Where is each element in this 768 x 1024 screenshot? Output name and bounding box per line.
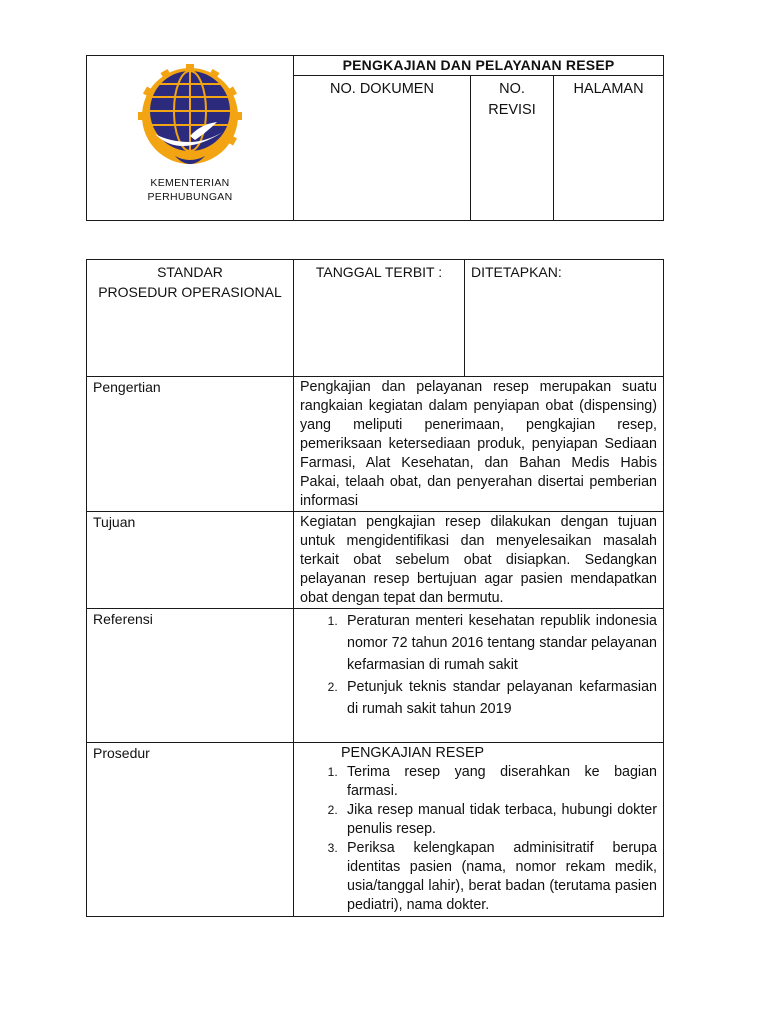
sop-table xyxy=(86,259,664,917)
list-item: 2. Petunjuk teknis standar pelayanan kefarmasian di rumah sakit tahun 2019 xyxy=(341,676,657,720)
page-header: HALAMAN xyxy=(554,76,664,221)
prosedur-heading: PENGKAJIAN RESEP xyxy=(341,745,485,761)
section-row-tujuan xyxy=(87,512,664,609)
revision-number-header xyxy=(471,76,554,221)
logo-cell xyxy=(87,56,294,221)
document-title: PENGKAJIAN DAN PELAYANAN RESEP xyxy=(294,56,664,76)
sop-title-line2: PROSEDUR OPERASIONAL xyxy=(98,284,282,300)
tujuan-text: Kegiatan pengkajian resep dilakukan dengan tujuan untuk mengidentifikasi dan menyelesaikan masalah terkait obat sebelum obat disiapkan. Sedangkan pelayanan resep bertujuan agar pasien mendapatkan obat dengan tepat dan bermutu. xyxy=(294,512,664,609)
prosedur-content xyxy=(294,743,664,917)
ministry-logo-icon xyxy=(135,64,245,174)
section-label: Tujuan xyxy=(87,512,294,609)
list-item: 3. Periksa kelengkapan adminisitratif berupa identitas pasien (nama, nomor rekam medik, usia/tanggal lahir), berat badan (terutama pasien pediatri), nama dokter. xyxy=(341,839,657,915)
section-label: Pengertian xyxy=(87,377,294,512)
doc-number-header: NO. DOKUMEN xyxy=(294,76,471,221)
revision-header-line2: REVISI xyxy=(488,102,536,118)
sop-title-line1: STANDAR xyxy=(157,264,223,280)
referensi-content xyxy=(294,609,664,743)
list-item: 1. Peraturan menteri kesehatan republik indonesia nomor 72 tahun 2016 tentang standar pelayanan kefarmasian di rumah sakit xyxy=(341,610,657,676)
document-header-table xyxy=(86,55,664,221)
org-name xyxy=(87,176,293,204)
list-item: 1. Terima resep yang diserahkan ke bagian farmasi. xyxy=(341,763,657,801)
pengertian-text: Pengkajian dan pelayanan resep merupakan suatu rangkaian kegiatan dalam penyiapan obat (dispensing) yang meliputi penerimaan, pengkajian resep, pemeriksaan ketersediaan produk, penyiapan Sediaan Farmasi, Alat Kesehatan, dan Bahan Medis Habis Pakai, telaah obat, dan penyerahan disertai pemberian informasi xyxy=(294,377,664,512)
referensi-list xyxy=(294,610,657,720)
section-label: Referensi xyxy=(87,609,294,743)
section-label: Prosedur xyxy=(87,743,294,917)
prosedur-steps xyxy=(294,763,657,915)
org-name-line2: PERHUBUNGAN xyxy=(147,191,233,203)
section-row-referensi xyxy=(87,609,664,743)
sop-title-row xyxy=(87,260,664,377)
list-item: 2. Jika resep manual tidak terbaca, hubungi dokter penulis resep. xyxy=(341,801,657,839)
issue-date-label: TANGGAL TERBIT : xyxy=(294,260,465,377)
section-row-prosedur xyxy=(87,743,664,917)
org-name-line1: KEMENTERIAN xyxy=(150,177,230,189)
section-row-pengertian xyxy=(87,377,664,512)
revision-header-line1: NO. xyxy=(499,81,525,97)
sop-title xyxy=(87,260,294,377)
approved-label: DITETAPKAN: xyxy=(465,260,664,377)
